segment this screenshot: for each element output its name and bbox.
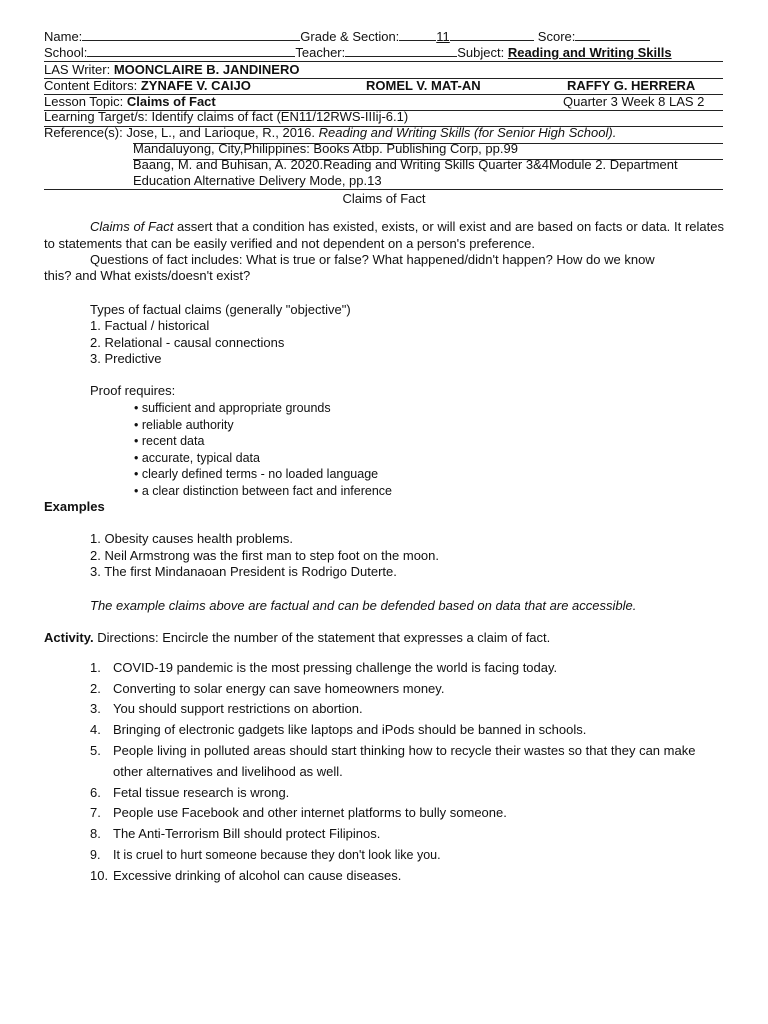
list-item: 1. Obesity causes health problems.	[90, 531, 294, 546]
intro-paragraph	[44, 219, 724, 252]
item-number[interactable]: 1.	[90, 660, 101, 675]
writer-label: LAS Writer:	[44, 62, 111, 77]
name-blank[interactable]	[82, 28, 300, 41]
target-value: Identify claims of fact (EN11/12RWS-IIIij-6.1)	[151, 109, 409, 124]
name-row	[44, 28, 650, 46]
list-item: 2. Neil Armstrong was the first man to step foot on the moon.	[90, 547, 440, 563]
reference-3: Baang, M. and Buhisan, A. 2020.Reading and Writing Skills Quarter 3&4Module 2. Department	[133, 157, 678, 172]
item-number[interactable]: 4.	[90, 722, 101, 737]
reference-2: Mandaluyong, City,Philippines: Books Atbp. Publishing Corp, pp.99	[133, 141, 518, 156]
item-number[interactable]: 2.	[90, 681, 101, 696]
school-blank[interactable]	[87, 44, 295, 57]
divider	[44, 189, 723, 190]
topic-label: Lesson Topic:	[44, 94, 124, 109]
quarter-info: Quarter 3 Week 8 LAS 2	[563, 94, 705, 109]
editors-label: Content Editors:	[44, 78, 138, 93]
activity-item-continued: other alternatives and livelihood as well.	[113, 764, 343, 779]
item-number[interactable]: 6.	[90, 785, 101, 800]
item-number[interactable]: 3.	[90, 701, 101, 716]
activity-item: 3. You should support restrictions on abortion.	[90, 701, 363, 716]
examples-list	[90, 531, 439, 581]
topic-value: Claims of Fact	[126, 94, 216, 109]
target-row	[44, 109, 408, 126]
reference-4: Education Alternative Delivery Mode, pp.13	[133, 173, 382, 188]
proof-list	[134, 400, 392, 499]
score-label: Score:	[537, 29, 576, 44]
item-number[interactable]: 7.	[90, 805, 101, 820]
activity-item: 9. It is cruel to hurt someone because they don't look like you.	[90, 848, 441, 862]
list-item: • a clear distinction between fact and inference	[134, 483, 393, 498]
item-number[interactable]: 5.	[90, 743, 101, 758]
school-label: School:	[44, 45, 88, 60]
questions-line-1: Questions of fact includes: What is true or false? What happened/didn't happen? How do we know	[90, 252, 655, 267]
activity-text: Directions: Encircle the number of the statement that expresses a claim of fact.	[93, 630, 551, 645]
target-label: Learning Target/s:	[44, 109, 148, 124]
editor-3: RAFFY G. HERRERA	[567, 78, 696, 93]
writer-value: MOONCLAIRE B. JANDINERO	[113, 62, 300, 77]
activity-item: 6. Fetal tissue research is wrong.	[90, 785, 290, 800]
score-blank[interactable]	[575, 28, 650, 41]
list-item: 3. The first Mindanaoan President is Rodrigo Duterte.	[90, 564, 397, 579]
school-row	[44, 44, 672, 62]
activity-item: 8. The Anti-Terrorism Bill should protect Filipinos.	[90, 826, 381, 841]
subject-value: Reading and Writing Skills	[507, 45, 672, 60]
activity-item: 7. People use Facebook and other internet platforms to bully someone.	[90, 805, 507, 820]
activity-label: Activity.	[44, 630, 94, 645]
subject-label: Subject:	[457, 45, 505, 60]
activity-item: 4. Bringing of electronic gadgets like laptops and iPods should be banned in schools.	[90, 722, 587, 737]
list-item: 2. Relational - causal connections	[90, 334, 285, 350]
item-number[interactable]: 8.	[90, 826, 101, 841]
reference-1a: Jose, L., and Larioque, R., 2016.	[126, 125, 316, 140]
reference-row	[44, 125, 616, 142]
reference-1b: Reading and Writing Skills (for Senior High School).	[318, 125, 617, 140]
item-number[interactable]: 10.	[90, 868, 109, 883]
questions-line-2: this? and What exists/doesn't exist?	[44, 268, 251, 283]
examples-note: The example claims above are factual and can be defended based on data that are accessible.	[90, 598, 637, 613]
activity-item: 1. COVID-19 pandemic is the most pressing challenge the world is facing today.	[90, 660, 558, 675]
writer-row	[44, 62, 299, 79]
editor-1: ZYNAFE V. CAIJO	[140, 78, 251, 93]
proof-heading: Proof requires:	[90, 383, 176, 398]
intro-term: Claims of Fact	[90, 219, 174, 234]
reference-label: Reference(s):	[44, 125, 123, 140]
list-item: • reliable authority	[134, 417, 234, 432]
grade-label: Grade & Section:	[300, 29, 400, 44]
list-item: • recent data	[134, 434, 205, 448]
activity-item: 5. People living in polluted areas should start thinking how to recycle their wastes so that they can make	[90, 743, 696, 758]
item-number[interactable]: 9.	[90, 848, 101, 862]
teacher-label: Teacher:	[295, 45, 346, 60]
name-label: Name:	[44, 29, 83, 44]
editors-row	[44, 78, 251, 95]
activity-item: 10. Excessive drinking of alcohol can cause diseases.	[90, 868, 402, 883]
activity-item: 2. Converting to solar energy can save homeowners money.	[90, 681, 445, 696]
list-item: • accurate, typical data	[134, 450, 260, 465]
list-item: • sufficient and appropriate grounds	[134, 401, 331, 415]
intro-text: assert that a condition has existed, exists, or will exist and are based on facts or data. It relates to statements that can be easily verified and not dependent on a person's preference.	[44, 219, 724, 251]
activity-directions	[44, 630, 550, 647]
editor-2: ROMEL V. MAT-AN	[366, 78, 481, 93]
examples-heading: Examples	[44, 499, 105, 514]
types-list	[90, 318, 284, 368]
list-item: • clearly defined terms - no loaded language	[134, 467, 379, 481]
grade-value: 11	[436, 29, 450, 44]
list-item: 3. Predictive	[90, 351, 162, 366]
teacher-blank[interactable]	[345, 44, 457, 57]
document-title: Claims of Fact	[342, 191, 426, 206]
types-heading: Types of factual claims (generally "objective")	[90, 302, 351, 317]
list-item: 1. Factual / historical	[90, 318, 210, 333]
